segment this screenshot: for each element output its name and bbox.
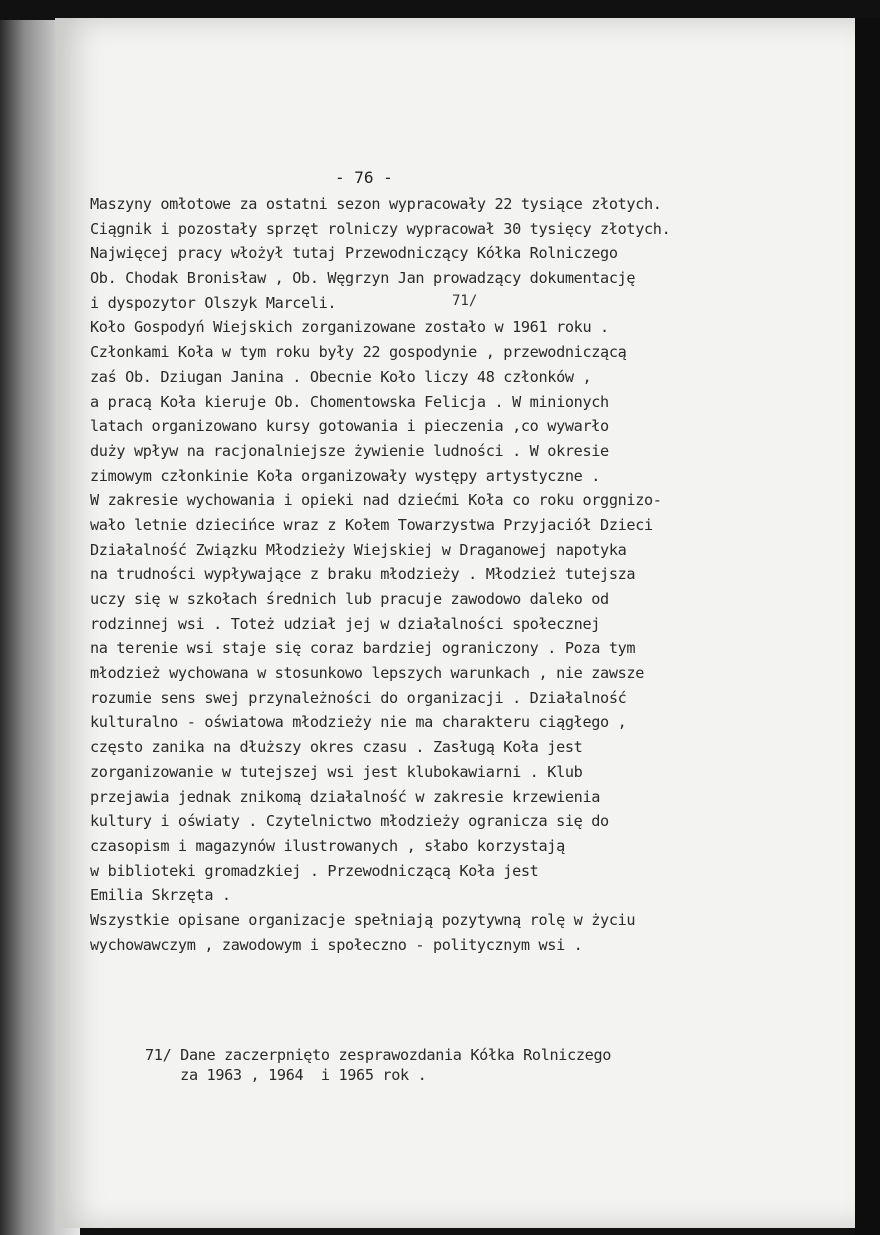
text-line: w biblioteki gromadzkiej . Przewodniczącą Koła jest [90,861,539,880]
text-line: na trudności wypływające z braku młodzieży . Młodzież tutejsza [90,565,636,584]
text-line: Emilia Skrzęta . [90,886,231,905]
text-line: Ob. Chodak Bronisław , Ob. Węgrzyn Jan prowadzący dokumentację [90,269,636,288]
text-line: czasopism i magazynów ilustrowanych , słabo korzystają [90,836,565,855]
text-line: W zakresie wychowania i opieki nad dziećmi Koła co roku orggnizo- [90,491,662,510]
text-line: kulturalno - oświatowa młodzieży nie ma charakteru ciągłego , [90,713,627,732]
text-line: często zanika na dłuższy okres czasu . Zasługą Koła jest [90,738,583,757]
text-line: Działalność Związku Młodzieży Wiejskiej w Draganowej napotyka [90,540,627,559]
text-line: młodzież wychowana w stosunkowo lepszych warunkach , nie zawsze [90,664,645,683]
text-line: uczy się w szkołach średnich lub pracuje zawodowo daleko od [90,590,609,608]
text-line: Najwięcej pracy włożył tutaj Przewodniczący Kółka Rolniczego [90,244,618,263]
text-line: zimowym członkinie Koła organizowały występy artystyczne . [90,466,601,485]
text-line: Koło Gospodyń Wiejskich zorganizowane zostało w 1961 roku . [90,318,609,337]
text-line: na terenie wsi staje się coraz bardziej ograniczony . Poza tym [90,639,636,658]
text-line: duży wpływ na racjonalniejsze żywienie ludności . W okresie [90,441,609,460]
footnote-line: 71/ Dane zaczerpnięto zesprawozdania Kółka Rolniczego [145,1046,612,1064]
text-line: latach organizowano kursy gotowania i pieczenia ,co wywarło [90,417,609,436]
footnote-line: za 1963 , 1964 i 1965 rok . [145,1066,427,1084]
page-number: - 76 - [335,168,393,187]
text-line: zorganizowanie w tutejszej wsi jest klubokawiarni . Klub [90,762,583,781]
text-line: przejawia jednak znikomą działalność w zakresie krzewienia [90,787,601,806]
text-line: kultury i oświaty . Czytelnictwo młodzieży ogranicza się do [90,812,609,831]
footnote-marker: 71/ [452,293,478,309]
scan-edge [855,18,880,1235]
text-line: i dyspozytor Olszyk Marceli. [90,293,337,312]
text-line: rodzinnej wsi . Toteż udział jej w działalności społecznej [90,614,601,633]
text-line: wychowawczym , zawodowym i społeczno - politycznym wsi . [90,935,583,954]
footnote [145,1045,785,1085]
body-text [90,168,810,957]
text-line: Członkami Koła w tym roku były 22 gospodynie , przewodniczącą [90,343,627,362]
text-line: Wszystkie opisane organizacje spełniają pozytywną rolę w życiu [90,910,636,929]
text-line: a pracą Koła kieruje Ob. Chomentowska Felicja . W minionych [90,392,609,411]
text-line: Maszyny omłotowe za ostatni sezon wypracowały 22 tysiące złotych. [90,195,662,213]
text-line: zaś Ob. Dziugan Janina . Obecnie Koło liczy 48 członków , [90,367,592,386]
text-line: wało letnie dziecińce wraz z Kołem Towarzystwa Przyjaciół Dzieci [90,515,653,534]
text-line: Ciągnik i pozostały sprzęt rolniczy wypracował 30 tysięcy złotych. [90,219,671,238]
text-line: rozumie sens swej przynależności do organizacji . Działalność [90,688,627,707]
